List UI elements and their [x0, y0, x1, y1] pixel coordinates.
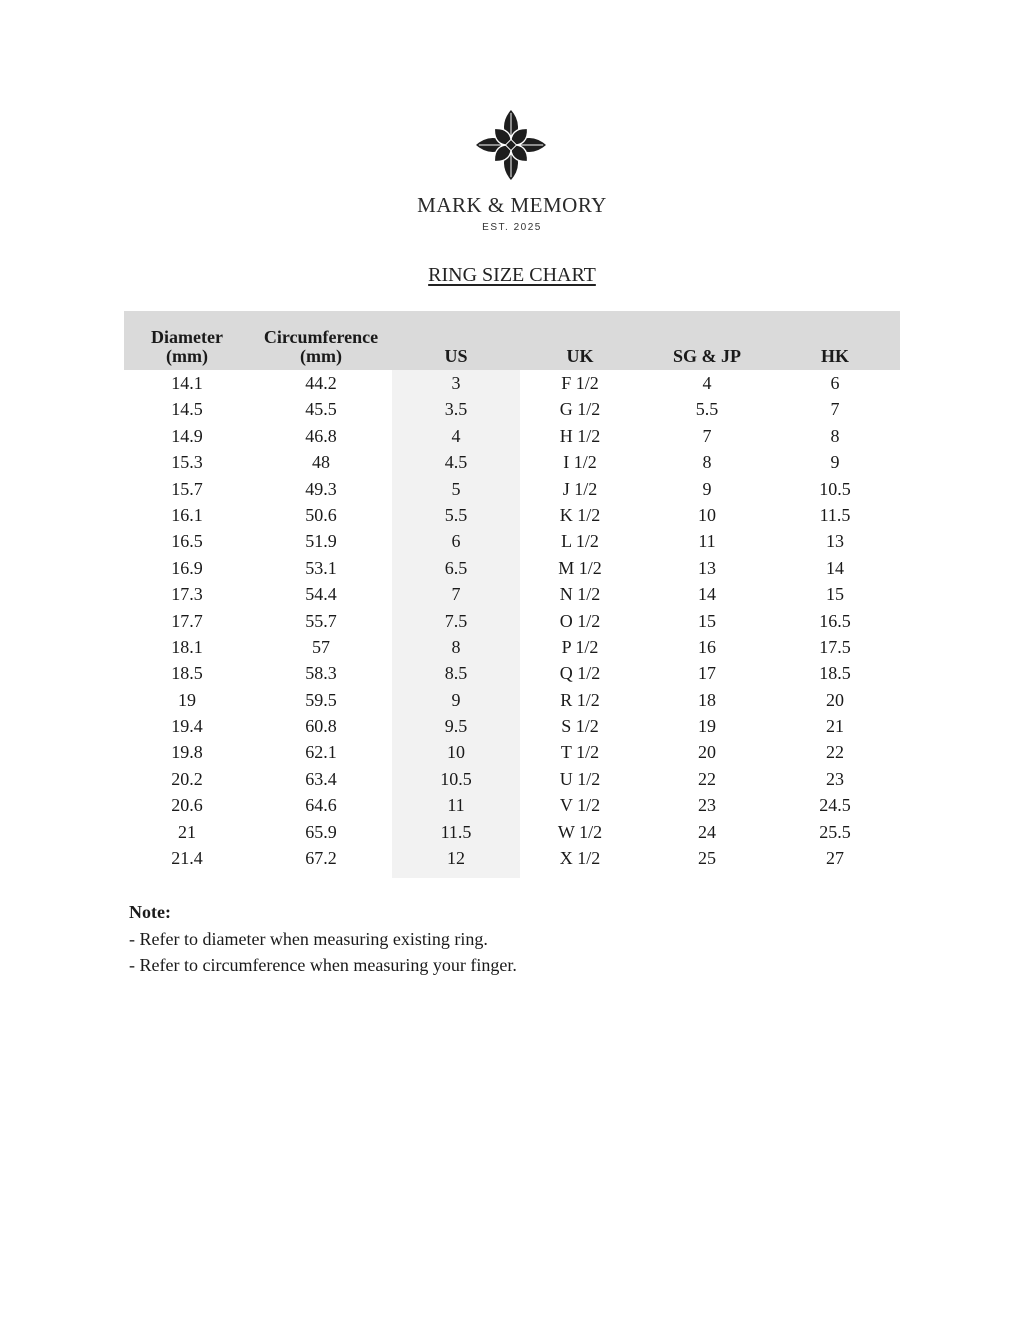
hk-size-cell: 15	[826, 584, 844, 605]
column-header-hk	[774, 347, 896, 366]
uk-size-cell: T 1/2	[560, 742, 600, 763]
table-row	[124, 423, 900, 449]
sg-jp-size-cell: 18	[698, 689, 716, 710]
diamond-flower-icon	[472, 106, 550, 184]
sg-jp-size-cell: 7	[702, 425, 712, 446]
hk-size-cell: 22	[826, 742, 844, 763]
hk-size-cell: 11.5	[819, 504, 851, 525]
circumference-cell: 57	[312, 636, 330, 657]
circumference-cell: 49.3	[305, 478, 337, 499]
diameter-cell: 20.2	[171, 768, 203, 789]
sg-jp-size-cell: 17	[698, 663, 716, 684]
note-diameter: - Refer to diameter when measuring existing ring.	[129, 928, 488, 949]
uk-size-cell: V 1/2	[559, 795, 601, 816]
notes-section	[129, 899, 517, 979]
hk-size-cell: 8	[830, 425, 840, 446]
us-size-cell: 10	[447, 742, 465, 763]
sg-jp-size-cell: 23	[698, 795, 716, 816]
diameter-cell: 21.4	[171, 848, 203, 869]
us-size-cell: 11	[447, 795, 465, 816]
sg-jp-size-cell: 24	[698, 821, 716, 842]
diameter-cell: 21	[178, 821, 196, 842]
table-row	[124, 687, 900, 713]
us-size-cell: 12	[447, 848, 465, 869]
hk-size-cell: 14	[826, 557, 844, 578]
uk-size-cell: R 1/2	[560, 689, 600, 710]
circumference-cell: 55.7	[305, 610, 337, 631]
header-line: Diameter	[151, 327, 223, 347]
sg-jp-size-cell: 8	[702, 452, 712, 473]
sg-jp-size-cell: 5.5	[695, 399, 719, 420]
hk-size-cell: 20	[826, 689, 844, 710]
us-size-cell: 4.5	[444, 452, 468, 473]
table-row	[124, 581, 900, 607]
uk-size-cell: I 1/2	[563, 452, 597, 473]
table-row	[124, 528, 900, 554]
uk-size-cell: W 1/2	[557, 821, 603, 842]
diameter-cell: 20.6	[171, 795, 203, 816]
table-row	[124, 713, 900, 739]
uk-size-cell: J 1/2	[562, 478, 598, 499]
table-row	[124, 608, 900, 634]
table-row	[124, 739, 900, 765]
circumference-cell: 51.9	[305, 531, 337, 552]
circumference-cell: 54.4	[305, 584, 337, 605]
hk-size-cell: 24.5	[819, 795, 851, 816]
diameter-cell: 14.1	[171, 373, 203, 393]
table-row	[124, 819, 900, 845]
table-row	[124, 660, 900, 686]
uk-size-cell: O 1/2	[559, 610, 601, 631]
uk-size-cell: S 1/2	[561, 716, 599, 737]
header-unit: (mm)	[166, 346, 208, 366]
us-size-cell: 3.5	[444, 399, 468, 420]
sg-jp-size-cell: 10	[698, 504, 716, 525]
diameter-cell: 18.1	[171, 636, 203, 657]
page-title: RING SIZE CHART	[428, 264, 596, 286]
header-label: UK	[566, 346, 594, 366]
us-size-cell: 3	[451, 373, 461, 393]
diameter-cell: 14.5	[171, 399, 203, 420]
circumference-cell: 67.2	[305, 848, 337, 869]
circumference-cell: 44.2	[305, 373, 337, 393]
hk-size-cell: 18.5	[819, 663, 851, 684]
hk-size-cell: 6	[830, 373, 840, 393]
us-size-cell: 5.5	[444, 504, 468, 525]
column-header-diameter	[124, 328, 250, 366]
notes-heading: Note:	[129, 902, 171, 922]
hk-size-cell: 17.5	[819, 636, 851, 657]
uk-size-cell: H 1/2	[559, 425, 601, 446]
sg-jp-size-cell: 15	[698, 610, 716, 631]
us-size-cell: 7.5	[444, 610, 468, 631]
diameter-cell: 16.1	[171, 504, 203, 525]
circumference-cell: 59.5	[305, 689, 337, 710]
hk-size-cell: 23	[826, 768, 844, 789]
circumference-cell: 48	[312, 452, 330, 473]
header-label: US	[444, 346, 468, 366]
header-label: HK	[820, 346, 849, 366]
us-size-cell: 6.5	[444, 557, 468, 578]
sg-jp-size-cell: 25	[698, 848, 716, 869]
table-row	[124, 476, 900, 502]
header-unit: (mm)	[300, 346, 342, 366]
uk-size-cell: U 1/2	[559, 768, 601, 789]
sg-jp-size-cell: 4	[702, 373, 712, 393]
us-size-cell: 4	[451, 425, 461, 446]
us-size-cell: 6	[451, 531, 461, 552]
us-size-cell: 10.5	[440, 768, 472, 789]
sg-jp-size-cell: 19	[698, 716, 716, 737]
diameter-cell: 16.5	[171, 531, 203, 552]
column-header-sg-jp	[640, 347, 774, 366]
us-size-cell: 5	[451, 478, 461, 499]
uk-size-cell: X 1/2	[559, 848, 601, 869]
hk-size-cell: 13	[826, 531, 844, 552]
sg-jp-size-cell: 9	[702, 478, 712, 499]
circumference-cell: 64.6	[305, 795, 337, 816]
column-header-circumference	[250, 328, 392, 366]
us-size-cell: 11.5	[440, 821, 472, 842]
circumference-cell: 62.1	[305, 742, 337, 763]
sg-jp-size-cell: 14	[698, 584, 716, 605]
circumference-cell: 63.4	[305, 768, 337, 789]
uk-size-cell: M 1/2	[558, 557, 602, 578]
table-body	[124, 370, 900, 871]
diameter-cell: 16.9	[171, 557, 203, 578]
diameter-cell: 19.8	[171, 742, 203, 763]
sg-jp-size-cell: 16	[698, 636, 716, 657]
table-header	[124, 311, 900, 370]
sg-jp-size-cell: 20	[698, 742, 716, 763]
us-size-cell: 9.5	[444, 716, 468, 737]
table-row	[124, 502, 900, 528]
table-row	[124, 396, 900, 422]
uk-size-cell: F 1/2	[561, 373, 599, 393]
diameter-cell: 15.3	[171, 452, 203, 473]
hk-size-cell: 16.5	[819, 610, 851, 631]
circumference-cell: 65.9	[305, 821, 337, 842]
note-circumference: - Refer to circumference when measuring your finger.	[129, 955, 517, 975]
diameter-cell: 15.7	[171, 478, 203, 499]
diameter-cell: 14.9	[171, 425, 203, 446]
table-row	[124, 845, 900, 871]
uk-size-cell: P 1/2	[561, 636, 599, 657]
column-header-uk	[520, 347, 640, 366]
circumference-cell: 53.1	[305, 557, 337, 578]
diameter-cell: 17.7	[171, 610, 203, 631]
diameter-cell: 17.3	[171, 584, 203, 605]
header-line: Circumference	[263, 327, 379, 347]
circumference-cell: 60.8	[305, 716, 337, 737]
table-row	[124, 792, 900, 818]
sg-jp-size-cell: 11	[698, 531, 716, 552]
hk-size-cell: 25.5	[819, 821, 851, 842]
hk-size-cell: 9	[830, 452, 840, 473]
hk-size-cell: 27	[826, 848, 844, 869]
sg-jp-size-cell: 22	[698, 768, 716, 789]
table-row	[124, 370, 900, 396]
uk-size-cell: Q 1/2	[559, 663, 601, 684]
table-row	[124, 634, 900, 660]
hk-size-cell: 10.5	[819, 478, 851, 499]
table-row	[124, 766, 900, 792]
sg-jp-size-cell: 13	[698, 557, 716, 578]
brand-name: MARK & MEMORY	[417, 193, 607, 217]
us-size-cell: 8	[451, 636, 461, 657]
uk-size-cell: G 1/2	[559, 399, 601, 420]
diameter-cell: 18.5	[171, 663, 203, 684]
brand-established: EST. 2025	[482, 222, 542, 233]
diameter-cell: 19.4	[171, 716, 203, 737]
circumference-cell: 45.5	[305, 399, 337, 420]
uk-size-cell: L 1/2	[561, 531, 599, 552]
circumference-cell: 58.3	[305, 663, 337, 684]
column-header-us	[392, 347, 520, 366]
us-size-cell: 8.5	[444, 663, 468, 684]
ring-size-table	[124, 311, 900, 869]
table-row	[124, 555, 900, 581]
uk-size-cell: K 1/2	[559, 504, 601, 525]
circumference-cell: 50.6	[305, 504, 337, 525]
diameter-cell: 19	[178, 689, 196, 710]
header-label: SG & JP	[672, 346, 741, 366]
circumference-cell: 46.8	[305, 425, 337, 446]
us-size-cell: 9	[451, 689, 461, 710]
table-row	[124, 449, 900, 475]
uk-size-cell: N 1/2	[559, 584, 601, 605]
us-size-cell: 7	[451, 584, 461, 605]
hk-size-cell: 21	[826, 716, 844, 737]
hk-size-cell: 7	[830, 399, 840, 420]
